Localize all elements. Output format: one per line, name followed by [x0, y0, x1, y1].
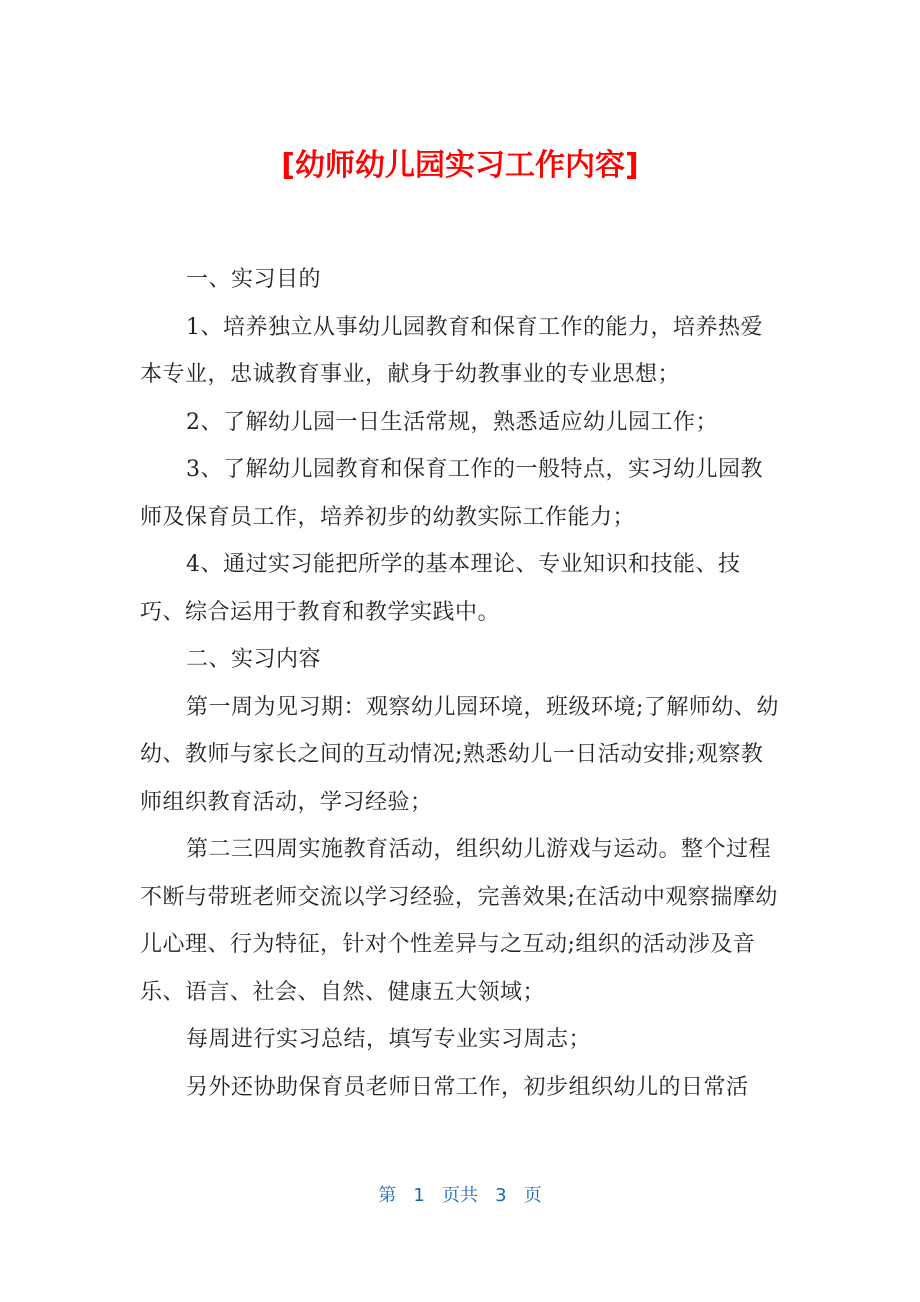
- paragraph: 每周进行实习总结，填写专业实习周志；: [186, 1027, 592, 1052]
- document-title: [幼师幼儿园实习工作内容]: [281, 148, 639, 183]
- section-heading: 一、实习目的: [186, 267, 322, 292]
- paragraph: 第二三四周实施教育活动，组织幼儿游戏与运动。整个过程不断与带班老师交流以学习经验，完善效果;在活动中观察揣摩幼儿心理、行为特征，针对个性差异与之互动;组织的活动涉及音乐、语言、社会、自然、健康五大领域；: [140, 837, 778, 1005]
- paragraph: 另外还协助保育员老师日常工作，初步组织幼儿的日常活: [186, 1074, 749, 1100]
- footer-middle: 页共: [442, 1185, 478, 1206]
- paragraph: 3、了解幼儿园教育和保育工作的一般特点，实习幼儿园教师及保育员工作，培养初步的幼教实际工作能力；: [140, 457, 763, 530]
- current-page-number: 1: [413, 1185, 425, 1206]
- paragraph: 2、了解幼儿园一日生活常规，熟悉适应幼儿园工作；: [186, 409, 718, 435]
- paragraph: 4、通过实习能把所学的基本理论、专业知识和技能、技巧、综合运用于教育和教学实践中。: [140, 552, 741, 625]
- page-footer: [0, 1183, 920, 1209]
- paragraph: 第一周为见习期：观察幼儿园环境，班级环境;了解师幼、幼幼、教师与家长之间的互动情况;熟悉幼儿一日活动安排;观察教师组织教育活动，学习经验；: [140, 694, 779, 815]
- paragraph: 1、培养独立从事幼儿园教育和保育工作的能力，培养热爱本专业，忠诚教育事业，献身于幼教事业的专业思想；: [140, 314, 763, 387]
- total-pages-number: 3: [495, 1185, 507, 1206]
- footer-prefix: 第: [378, 1185, 397, 1206]
- section-heading: 二、实习内容: [186, 647, 322, 672]
- document-body: [140, 256, 785, 1111]
- footer-suffix: 页: [523, 1185, 542, 1206]
